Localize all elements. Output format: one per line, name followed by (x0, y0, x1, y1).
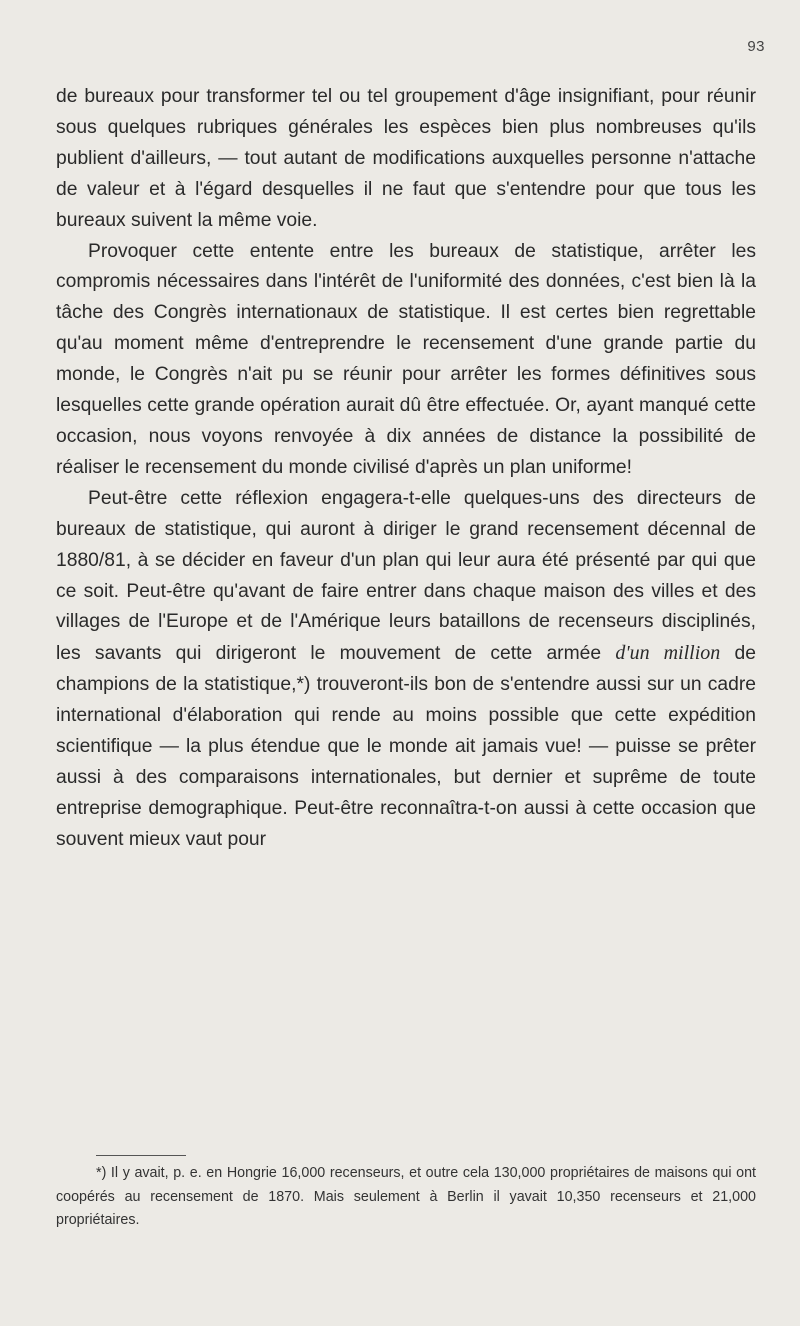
paragraph-3 (56, 484, 756, 856)
paragraph-3-text-before: Peut-être cette réflexion engagera-t-elle quelques-uns des directeurs de bureaux de statistique, qui auront à diriger le grand recensement décennal de 1880/81, à se décider en faveur d'un plan qui leur aura été présenté par qui que ce soit. Peut-être qu'avant de faire entrer dans chaque maison des villes et des villages de l'Europe et de l'Amérique leurs bataillons de recenseurs disciplinés, les savants qui dirigeront le mouvement de cette armée (56, 487, 756, 665)
body-text (56, 82, 756, 856)
footnote: *) Il y avait, p. e. en Hongrie 16,000 recenseurs, et outre cela 130,000 propriétaires de maisons qui ont coopérés au recensement de 1870. Mais seulement à Berlin il yavait 10,350 recenseurs et 21,000 propriétaires. (56, 1165, 756, 1228)
paragraph-2: Provoquer cette entente entre les bureaux de statistique, arrêter les compromis nécessaires dans l'intérêt de l'uniformité des données, c'est bien là la tâche des Congrès internationaux de statistique. Il est certes bien regrettable qu'au moment même d'entreprendre le recensement d'une grande partie du monde, le Congrès n'ait pu se réunir pour arrêter les formes définitives sous lesquelles cette grande opération aurait dû être effectuée. Or, ayant manqué cette occasion, nous voyons renvoyée à dix années de distance la possibilité de réaliser le recensement du monde civilisé d'après un plan uniforme! (56, 240, 756, 478)
footnote-rule (96, 1155, 186, 1156)
paragraph-1: de bureaux pour transformer tel ou tel groupement d'âge insignifiant, pour réunir sous quelques rubriques générales les espèces bien plus nombreuses qu'ils publient d'ailleurs, — tout autant de modifications auxquelles personne n'attache de valeur et à l'égard desquelles il ne faut que s'entendre pour que tous les bureaux suivent la même voie. (56, 86, 756, 231)
paragraph-3-text-after: de champions de la statistique,*) trouveront-ils bon de s'entendre aussi sur un cadre international d'élaboration qui rende au moins possible que cette expédition scientifique — la plus étendue que le monde ait jamais vue! — puisse se prêter aussi à des comparaisons internationales, but dernier et suprême de toute entreprise demographique. Peut-être reconnaîtra-t-on aussi à cette occasion que souvent mieux vaut pour (56, 643, 756, 850)
paragraph-3-emphasis: d'un million (615, 642, 721, 665)
page-number: 93 (747, 38, 765, 55)
